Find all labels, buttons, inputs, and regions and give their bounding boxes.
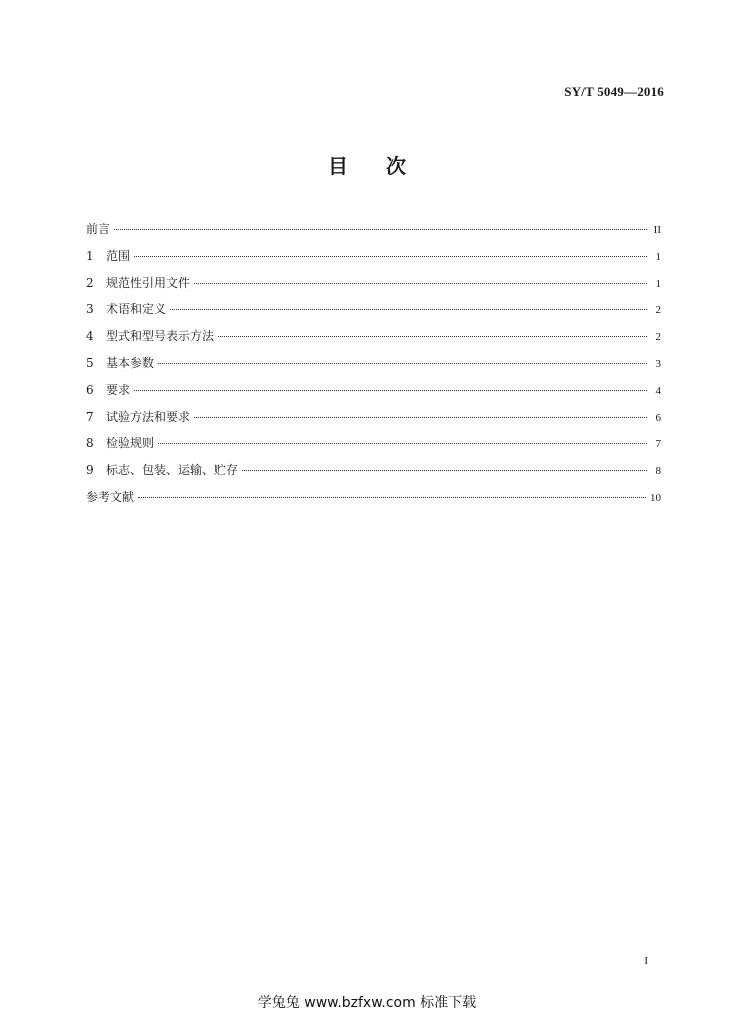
toc-entry-8[interactable] [86,434,661,461]
toc-entry-number: 9 [86,463,94,478]
toc-entry-number: 8 [86,436,94,451]
toc-entry-page: 3 [655,357,661,370]
toc-entry-6[interactable] [86,381,661,408]
toc-entry-number: 1 [86,248,94,263]
toc-entry-page: 8 [655,465,661,478]
toc-entry-page: 7 [655,438,661,451]
toc-leader-dots [158,363,647,364]
toc-leader-dots [194,417,647,418]
toc-entry-7[interactable] [86,408,661,435]
title-char-2: 次 [386,154,406,178]
toc-leader-dots [158,443,647,444]
toc-entry-9[interactable] [86,461,661,488]
toc-entry-label: 型式和型号表示方法 [106,329,215,344]
toc-entry-page: II [653,224,661,236]
page-title [0,150,734,179]
toc-entry-bibliography[interactable] [86,488,661,515]
toc-entry-1[interactable] [86,247,661,274]
toc-entry-foreword[interactable] [86,220,661,247]
toc-entry-page: 6 [655,411,661,424]
toc-leader-dots [194,283,647,284]
title-char-1: 目 [328,154,348,178]
toc-leader-dots [114,229,647,230]
toc-leader-dots [218,336,647,337]
toc-entry-number: 7 [86,409,94,424]
toc-entry-label: 范围 [106,248,131,263]
toc-entry-label: 术语和定义 [106,302,167,317]
toc-entry-label: 参考文献 [86,489,135,504]
footer-watermark-text: 学兔兔 www.bzfxw.com 标准下载 [257,995,477,1011]
toc-entry-label: 检验规则 [106,436,155,451]
toc-entry-label: 试验方法和要求 [106,409,191,424]
toc-entry-page: 10 [650,491,661,504]
toc-leader-dots [138,497,646,498]
toc-entry-number: 5 [86,355,94,370]
toc-leader-dots [170,309,647,310]
toc-entry-number: 4 [86,329,94,344]
toc-entry-page: 2 [655,304,661,317]
toc-entry-label: 要求 [106,382,131,397]
toc-entry-page: 1 [655,250,661,263]
toc-entry-page: 2 [655,331,661,344]
toc-entry-label: 基本参数 [106,355,155,370]
table-of-contents [86,220,661,515]
toc-entry-label: 规范性引用文件 [106,275,191,290]
toc-entry-4[interactable] [86,327,661,354]
toc-leader-dots [134,390,647,391]
toc-entry-3[interactable] [86,300,661,327]
toc-entry-label: 前言 [86,222,111,236]
toc-entry-page: 4 [655,384,661,397]
toc-entry-2[interactable] [86,274,661,301]
toc-entry-label: 标志、包装、运输、贮存 [106,463,239,478]
toc-entry-5[interactable] [86,354,661,381]
toc-entry-number: 6 [86,382,94,397]
toc-leader-dots [134,256,647,257]
page-number: I [644,955,648,967]
toc-entry-page: 1 [655,277,661,290]
standard-code: SY/T 5049—2016 [564,84,664,99]
toc-leader-dots [242,470,647,471]
toc-entry-number: 3 [86,302,94,317]
toc-entry-number: 2 [86,275,94,290]
